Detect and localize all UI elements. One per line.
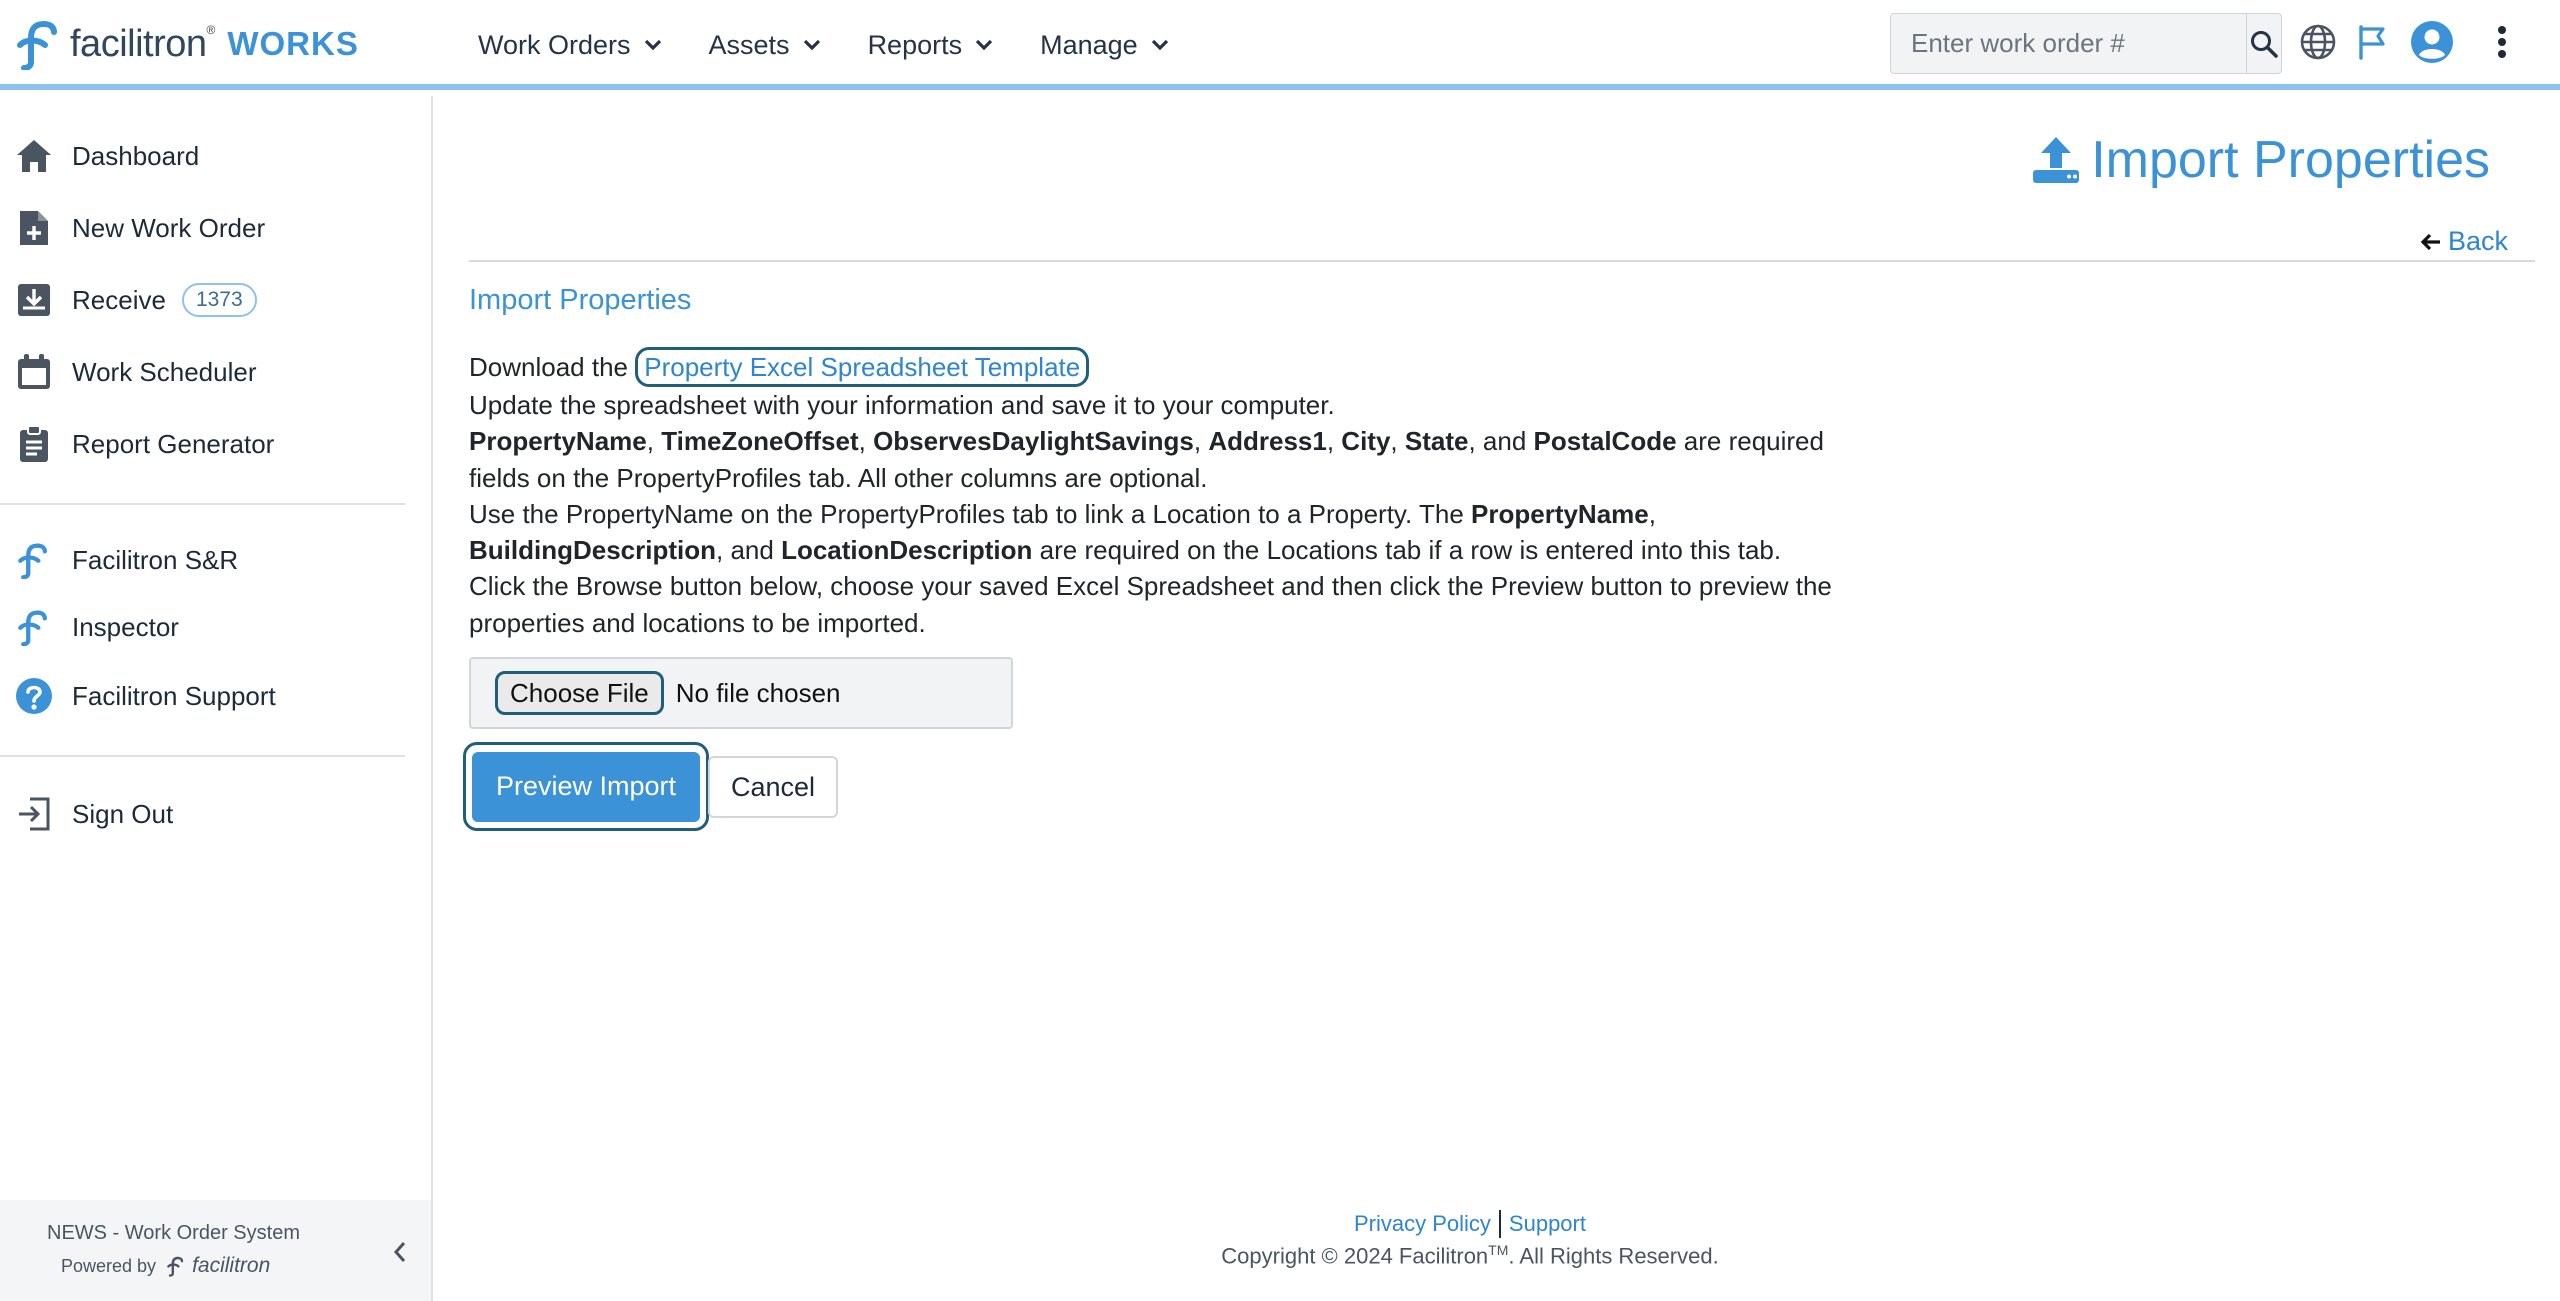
- nav-label: Assets: [708, 29, 790, 60]
- sidebar-item-label: Inspector: [72, 611, 179, 642]
- work-order-search-input[interactable]: [1891, 14, 2246, 73]
- copyright-suffix: . All Rights Reserved.: [1508, 1243, 1719, 1269]
- nav-work-orders[interactable]: [478, 24, 663, 66]
- calendar-icon: [14, 352, 54, 392]
- required-field: PropertyName: [469, 426, 647, 457]
- footer-links: [435, 1210, 2505, 1238]
- clipboard-icon: [14, 424, 54, 464]
- sidebar-item-inspector[interactable]: [14, 605, 179, 649]
- separator: ,: [1390, 426, 1405, 457]
- chevron-left-icon: [392, 1240, 408, 1264]
- kebab-menu-icon: [2497, 25, 2507, 59]
- sidebar-divider: [0, 503, 405, 505]
- page-title-text: Import Properties: [2091, 131, 2490, 189]
- separator: ,: [1193, 426, 1209, 457]
- file-status: No file chosen: [675, 677, 841, 708]
- required-suffix: are required fields on the PropertyProfiles tab. All other columns are optional.: [469, 426, 1824, 493]
- powered-by-label: Powered by: [61, 1255, 157, 1276]
- search-button[interactable]: [2246, 14, 2281, 73]
- instruction-download: [469, 347, 1849, 387]
- nav-label: Work Orders: [478, 29, 631, 60]
- nav-label: Reports: [867, 29, 963, 60]
- page-title: [2031, 130, 2490, 190]
- chevron-down-icon: [643, 38, 663, 52]
- back-link-label: Back: [2448, 226, 2509, 256]
- facilitron-logo-icon: [14, 18, 64, 70]
- separator: , and: [716, 535, 782, 566]
- required-field: Address1: [1208, 426, 1327, 457]
- back-link[interactable]: [2420, 226, 2508, 257]
- cancel-button[interactable]: Cancel: [708, 756, 838, 818]
- chevron-down-icon: [1150, 38, 1170, 52]
- separator: ,: [1648, 498, 1656, 529]
- trademark: TM: [1488, 1242, 1509, 1258]
- sidebar-item-sign-out[interactable]: [14, 792, 173, 836]
- import-instructions: [469, 347, 1849, 641]
- sidebar-item-label: Sign Out: [72, 798, 174, 829]
- copyright-prefix: Copyright © 2024 Facilitron: [1221, 1243, 1489, 1269]
- header-divider: [469, 260, 2535, 262]
- preview-import-button[interactable]: Preview Import: [472, 752, 700, 822]
- collapse-sidebar-button[interactable]: [384, 1236, 416, 1268]
- system-name: NEWS - Work Order System: [47, 1222, 300, 1244]
- brand-name: facilitron: [70, 22, 207, 65]
- nav-assets[interactable]: [709, 24, 822, 66]
- required-field: LocationDescription: [781, 535, 1033, 566]
- chevron-down-icon: [802, 38, 822, 52]
- instruction-locations: [469, 496, 1849, 569]
- sidebar-item-new-work-order[interactable]: [14, 206, 265, 250]
- sidebar-item-label: New Work Order: [72, 212, 266, 243]
- top-navbar: [0, 0, 2560, 90]
- brand-trademark: ®: [206, 23, 216, 37]
- required-field: PropertyName: [1471, 498, 1649, 529]
- flag-button[interactable]: [2350, 20, 2394, 64]
- brand-logo[interactable]: [14, 16, 359, 72]
- privacy-policy-link[interactable]: Privacy Policy: [1354, 1211, 1491, 1236]
- sidebar-divider: [0, 755, 405, 757]
- work-order-search: [1890, 13, 2282, 74]
- globe-icon: [2299, 23, 2337, 61]
- new-file-icon: [14, 208, 54, 248]
- sidebar-item-receive[interactable]: [14, 278, 257, 322]
- facilitron-logo-icon: [166, 1255, 186, 1277]
- file-input: [469, 657, 1013, 729]
- upload-icon: [2031, 135, 2081, 185]
- language-button[interactable]: [2296, 20, 2340, 64]
- user-menu-button[interactable]: [2410, 20, 2454, 64]
- instruction-browse: Click the Browse button below, choose your saved Excel Spreadsheet and then click the Preview button to preview the properties and locations to be imported.: [469, 571, 1832, 638]
- required-field: PostalCode: [1533, 426, 1677, 457]
- template-download-link[interactable]: Property Excel Spreadsheet Template: [635, 347, 1089, 387]
- brand-product: WORKS: [227, 25, 359, 62]
- user-avatar-icon: [2410, 20, 2454, 64]
- sidebar-item-label: Report Generator: [72, 428, 275, 459]
- separator: ,: [646, 426, 662, 457]
- more-options-button[interactable]: [2480, 20, 2524, 64]
- preview-import-focus-ring: [463, 742, 709, 831]
- home-icon: [14, 136, 54, 176]
- facilitron-logo-icon: [14, 607, 54, 647]
- sidebar-item-label: Dashboard: [72, 140, 200, 171]
- sidebar-item-work-scheduler[interactable]: [14, 350, 257, 394]
- instruction-required-fields: [469, 423, 1849, 496]
- sidebar-item-dashboard[interactable]: [14, 134, 199, 178]
- sidebar-item-label: Facilitron S&R: [72, 544, 239, 575]
- required-field: TimeZoneOffset: [661, 426, 859, 457]
- sign-out-icon: [14, 794, 54, 834]
- required-field: BuildingDescription: [469, 535, 716, 566]
- nav-label: Manage: [1040, 29, 1138, 60]
- separator: ,: [1326, 426, 1342, 457]
- locations-suffix: are required on the Locations tab if a row is entered into this tab.: [1032, 535, 1782, 566]
- required-field: City: [1341, 426, 1391, 457]
- copyright: [435, 1242, 2505, 1269]
- powered-by-brand: facilitron: [192, 1254, 271, 1277]
- search-icon: [2249, 29, 2279, 59]
- inbox-icon: [14, 280, 54, 320]
- arrow-left-icon: [2420, 231, 2442, 253]
- sidebar-footer: [0, 1200, 431, 1301]
- sidebar-item-facilitron-sr[interactable]: [14, 538, 238, 582]
- instruction-update: Update the spreadsheet with your information and save it to your computer.: [469, 390, 1335, 420]
- help-icon: [14, 676, 54, 716]
- support-link[interactable]: Support: [1508, 1211, 1586, 1236]
- flag-icon: [2355, 24, 2389, 60]
- sidebar-item-label: Receive: [72, 284, 166, 315]
- required-field: ObservesDaylightSavings: [873, 426, 1194, 457]
- download-prefix: Download the: [469, 352, 636, 382]
- sidebar-item-report-generator[interactable]: [14, 422, 274, 466]
- locations-prefix: Use the PropertyName on the PropertyProfiles tab to link a Location to a Property. The: [469, 498, 1472, 529]
- section-title: Import Properties: [469, 284, 692, 316]
- receive-count-badge: 1373: [182, 283, 257, 317]
- sidebar: [0, 96, 433, 1301]
- sidebar-item-label: Work Scheduler: [72, 356, 257, 387]
- powered-by: [61, 1254, 270, 1278]
- main-nav: [478, 24, 1216, 66]
- nav-manage[interactable]: [1040, 24, 1170, 66]
- separator: ,: [858, 426, 874, 457]
- nav-reports[interactable]: [868, 24, 995, 66]
- sidebar-item-label: Facilitron Support: [72, 680, 276, 711]
- page-footer: [435, 1210, 2505, 1269]
- choose-file-button[interactable]: Choose File: [495, 671, 664, 715]
- facilitron-logo-icon: [14, 540, 54, 580]
- chevron-down-icon: [974, 38, 994, 52]
- required-field: State: [1404, 426, 1469, 457]
- footer-separator: [1499, 1210, 1501, 1238]
- sidebar-item-facilitron-support[interactable]: [14, 674, 276, 718]
- separator: , and: [1468, 426, 1534, 457]
